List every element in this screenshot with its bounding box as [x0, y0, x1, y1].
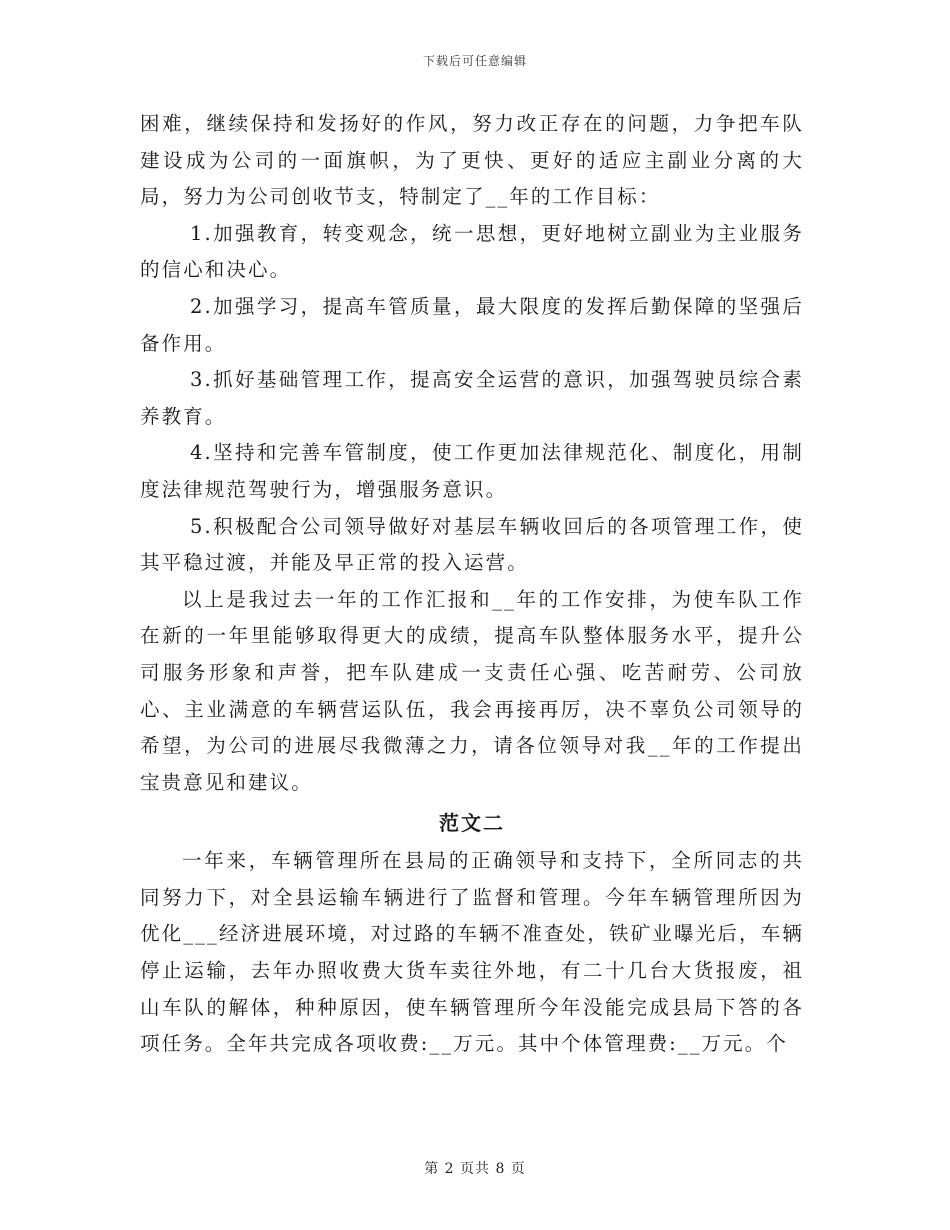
- goal-item-4: 4.坚持和完善车管制度，使工作更加法律规范化、制度化，用制度法律规范驾驶行为，增强服务意识。: [140, 441, 804, 501]
- section-title: 范文二: [439, 811, 505, 836]
- intro-paragraph: 困难，继续保持和发扬好的作风，努力改正存在的问题，力争把车队建设成为公司的一面旗帜，为了更快、更好的适应主副业分离的大局，努力为公司创收节支，特制定了__年的工作目标：: [140, 112, 804, 209]
- goal-item-3: 3.抓好基础管理工作，提高安全运营的意识，加强驾驶员综合素养教育。: [140, 368, 804, 428]
- goal-item-5: 5.积极配合公司领导做好对基层车辆收回后的各项管理工作，使其平稳过渡，并能及早正常的投入运营。: [140, 514, 804, 575]
- goal-item-2: 2.加强学习，提高车管质量，最大限度的发挥后勤保障的坚强后备作用。: [140, 294, 804, 355]
- page-header: 下载后可任意编辑: [422, 54, 527, 68]
- closing-paragraph: 以上是我过去一年的工作汇报和__年的工作安排，为使车队工作在新的一年里能够取得更大的成绩，提高车队整体服务水平，提升公司服务形象和声誉，把车队建成一支责任心强、吃苦耐劳、公司放心、主业满意的车辆营运队伍，我会再接再厉，决不辜负公司领导的希望，为公司的进展尽我微薄之力，请各位领导对我__年的工作提出宝贵意见和建议。: [140, 587, 804, 794]
- page-footer: 第 2 页共 8 页: [424, 1161, 526, 1177]
- document-body: [140, 106, 804, 1063]
- section-paragraph: 一年来，车辆管理所在县局的正确领导和支持下，全所同志的共同努力下，对全县运输车辆进行了监督和管理。今年车辆管理所因为优化___经济进展环境，对过路的车辆不准查处，铁矿业曝光后，车辆停止运输，去年办照收费大货车卖往外地，有二十几台大货报废，祖山车队的解体，种种原因，使车辆管理所今年没能完成县局下答的各项任务。全年共完成各项收费:__万元。其中个体管理费:__万元。个: [140, 849, 804, 1056]
- goal-item-1: 1.加强教育，转变观念，统一思想，更好地树立副业为主业服务的信心和决心。: [140, 221, 804, 282]
